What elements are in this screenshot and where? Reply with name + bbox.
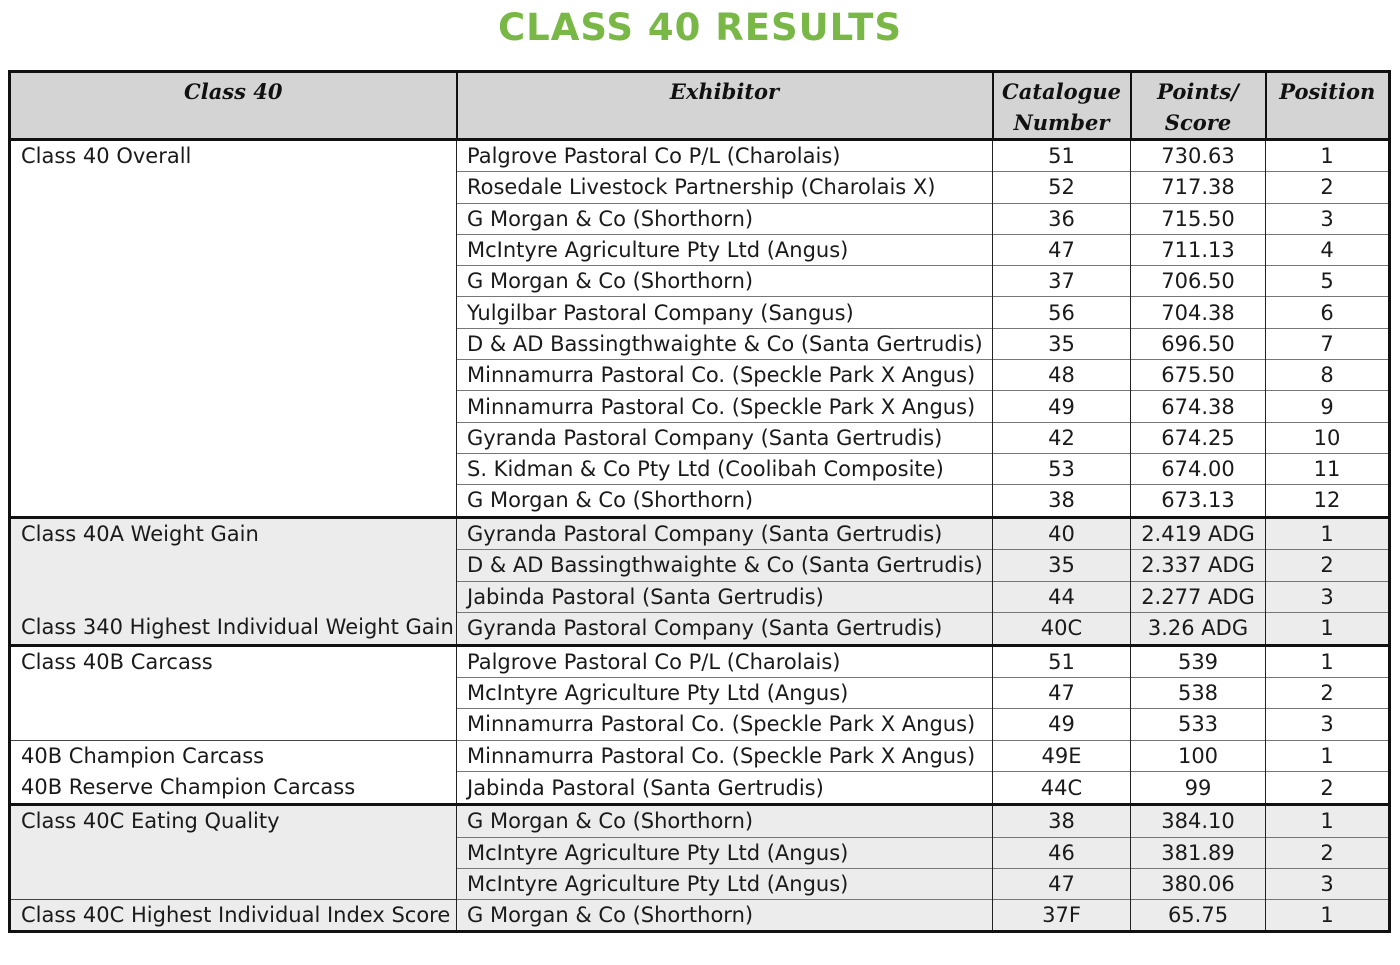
- position-cell: 11: [1266, 453, 1390, 484]
- exhibitor-cell: McIntyre Agriculture Pty Ltd (Angus): [457, 234, 993, 265]
- catalogue-cell: 38: [993, 485, 1131, 517]
- score-cell: 674.00: [1131, 453, 1266, 484]
- weight-gain-label: Class 40A Weight Gain: [21, 521, 259, 546]
- exhibitor-cell: D & AD Bassingthwaighte & Co (Santa Gertrudis): [457, 328, 993, 359]
- score-cell: 674.38: [1131, 391, 1266, 422]
- position-cell: 2: [1266, 172, 1390, 203]
- page-title: CLASS 40 RESULTS: [497, 6, 903, 49]
- exhibitor-cell: Gyranda Pastoral Company (Santa Gertrudis): [457, 613, 993, 646]
- exhibitor-cell: S. Kidman & Co Pty Ltd (Coolibah Composite): [457, 453, 993, 484]
- exhibitor-cell: Palgrove Pastoral Co P/L (Charolais): [457, 645, 993, 677]
- table-row: [10, 645, 1390, 677]
- reserve-champion-carcass-label: 40B Reserve Champion Carcass: [21, 774, 356, 799]
- score-cell: 380.06: [1131, 868, 1266, 899]
- position-cell: 8: [1266, 360, 1390, 391]
- exhibitor-cell: Minnamurra Pastoral Co. (Speckle Park X Angus): [457, 709, 993, 740]
- position-cell: 9: [1266, 391, 1390, 422]
- position-cell: 1: [1266, 740, 1390, 772]
- position-cell: 2: [1266, 678, 1390, 709]
- catalogue-cell: 51: [993, 140, 1131, 172]
- exhibitor-cell: Gyranda Pastoral Company (Santa Gertrudis): [457, 422, 993, 453]
- score-cell: 715.50: [1131, 203, 1266, 234]
- catalogue-header-line2: Number: [1013, 110, 1110, 135]
- position-cell: 1: [1266, 613, 1390, 646]
- exhibitor-cell: Gyranda Pastoral Company (Santa Gertrudis): [457, 517, 993, 550]
- score-cell: 696.50: [1131, 328, 1266, 359]
- catalogue-header-line1: Catalogue: [1002, 79, 1121, 104]
- position-cell: 2: [1266, 837, 1390, 868]
- exhibitor-cell: G Morgan & Co (Shorthorn): [457, 485, 993, 517]
- position-cell: 3: [1266, 203, 1390, 234]
- score-cell: 675.50: [1131, 360, 1266, 391]
- catalogue-cell: 47: [993, 234, 1131, 265]
- group-carcass: [10, 645, 1390, 804]
- catalogue-cell: 47: [993, 868, 1131, 899]
- catalogue-cell: 44: [993, 581, 1131, 613]
- catalogue-cell: 36: [993, 203, 1131, 234]
- catalogue-cell: 56: [993, 297, 1131, 328]
- score-cell: 717.38: [1131, 172, 1266, 203]
- points-header-line1: Points/: [1157, 79, 1239, 104]
- catalogue-cell: 47: [993, 678, 1131, 709]
- exhibitor-cell: G Morgan & Co (Shorthorn): [457, 900, 993, 932]
- score-cell: 711.13: [1131, 234, 1266, 265]
- catalogue-cell: 51: [993, 645, 1131, 677]
- position-cell: 10: [1266, 422, 1390, 453]
- position-cell: 1: [1266, 805, 1390, 837]
- class-label-carcass: Class 40B Carcass: [10, 645, 457, 740]
- position-cell: 2: [1266, 772, 1390, 805]
- table-row: [10, 517, 1390, 550]
- catalogue-cell: 42: [993, 422, 1131, 453]
- score-cell: 100: [1131, 740, 1266, 772]
- position-cell: 3: [1266, 868, 1390, 899]
- score-cell: 2.277 ADG: [1131, 581, 1266, 613]
- group-eating-quality: [10, 805, 1390, 932]
- position-cell: 1: [1266, 900, 1390, 932]
- col-header-exhibitor: Exhibitor: [457, 72, 993, 140]
- exhibitor-cell: Jabinda Pastoral (Santa Gertrudis): [457, 772, 993, 805]
- class-label-eating-quality: Class 40C Eating Quality: [10, 805, 457, 900]
- score-cell: 381.89: [1131, 837, 1266, 868]
- score-cell: 2.337 ADG: [1131, 550, 1266, 582]
- weight-gain-individual-label: Class 340 Highest Individual Weight Gain: [21, 615, 454, 640]
- score-cell: 538: [1131, 678, 1266, 709]
- group-overall: [10, 140, 1390, 518]
- position-cell: 2: [1266, 550, 1390, 582]
- exhibitor-cell: McIntyre Agriculture Pty Ltd (Angus): [457, 868, 993, 899]
- score-cell: 3.26 ADG: [1131, 613, 1266, 646]
- exhibitor-cell: Yulgilbar Pastoral Company (Sangus): [457, 297, 993, 328]
- table-row: [10, 740, 1390, 772]
- score-cell: 673.13: [1131, 485, 1266, 517]
- exhibitor-cell: Rosedale Livestock Partnership (Charolais X): [457, 172, 993, 203]
- exhibitor-cell: D & AD Bassingthwaighte & Co (Santa Gertrudis): [457, 550, 993, 582]
- table-row: [10, 140, 1390, 172]
- class-label-highest-index: Class 40C Highest Individual Index Score: [10, 900, 457, 932]
- exhibitor-cell: Minnamurra Pastoral Co. (Speckle Park X Angus): [457, 360, 993, 391]
- score-cell: 730.63: [1131, 140, 1266, 172]
- score-cell: 99: [1131, 772, 1266, 805]
- col-header-points: [1131, 72, 1266, 140]
- catalogue-cell: 46: [993, 837, 1131, 868]
- class-label-overall: Class 40 Overall: [10, 140, 457, 518]
- position-cell: 4: [1266, 234, 1390, 265]
- header-row: [10, 72, 1390, 140]
- catalogue-cell: 53: [993, 453, 1131, 484]
- position-cell: 1: [1266, 517, 1390, 550]
- catalogue-cell: 38: [993, 805, 1131, 837]
- position-cell: 3: [1266, 581, 1390, 613]
- score-cell: 704.38: [1131, 297, 1266, 328]
- catalogue-cell: 49: [993, 391, 1131, 422]
- position-cell: 1: [1266, 645, 1390, 677]
- catalogue-cell: 35: [993, 328, 1131, 359]
- catalogue-cell: 49: [993, 709, 1131, 740]
- catalogue-cell: 44C: [993, 772, 1131, 805]
- score-cell: 384.10: [1131, 805, 1266, 837]
- col-header-class: Class 40: [10, 72, 457, 140]
- results-table: [8, 70, 1391, 933]
- exhibitor-cell: Palgrove Pastoral Co P/L (Charolais): [457, 140, 993, 172]
- catalogue-cell: 37F: [993, 900, 1131, 932]
- col-header-position: Position: [1266, 72, 1390, 140]
- score-cell: 706.50: [1131, 266, 1266, 297]
- catalogue-cell: 48: [993, 360, 1131, 391]
- score-cell: 533: [1131, 709, 1266, 740]
- points-header-line2: Score: [1164, 110, 1232, 135]
- group-weight-gain: [10, 517, 1390, 645]
- score-cell: 539: [1131, 645, 1266, 677]
- class-label-weight-gain: [10, 517, 457, 645]
- exhibitor-cell: G Morgan & Co (Shorthorn): [457, 203, 993, 234]
- score-cell: 65.75: [1131, 900, 1266, 932]
- catalogue-cell: 35: [993, 550, 1131, 582]
- position-cell: 5: [1266, 266, 1390, 297]
- score-cell: 2.419 ADG: [1131, 517, 1266, 550]
- catalogue-cell: 37: [993, 266, 1131, 297]
- position-cell: 1: [1266, 140, 1390, 172]
- table-row: [10, 805, 1390, 837]
- class-label-champion-carcass: [10, 740, 457, 805]
- position-cell: 12: [1266, 485, 1390, 517]
- table-row: [10, 900, 1390, 932]
- exhibitor-cell: G Morgan & Co (Shorthorn): [457, 266, 993, 297]
- catalogue-cell: 40C: [993, 613, 1131, 646]
- col-header-catalogue: [993, 72, 1131, 140]
- exhibitor-cell: G Morgan & Co (Shorthorn): [457, 805, 993, 837]
- position-cell: 3: [1266, 709, 1390, 740]
- position-cell: 7: [1266, 328, 1390, 359]
- exhibitor-cell: McIntyre Agriculture Pty Ltd (Angus): [457, 837, 993, 868]
- exhibitor-cell: McIntyre Agriculture Pty Ltd (Angus): [457, 678, 993, 709]
- champion-carcass-label: 40B Champion Carcass: [21, 743, 265, 768]
- exhibitor-cell: Minnamurra Pastoral Co. (Speckle Park X Angus): [457, 391, 993, 422]
- catalogue-cell: 49E: [993, 740, 1131, 772]
- exhibitor-cell: Jabinda Pastoral (Santa Gertrudis): [457, 581, 993, 613]
- catalogue-cell: 52: [993, 172, 1131, 203]
- position-cell: 6: [1266, 297, 1390, 328]
- catalogue-cell: 40: [993, 517, 1131, 550]
- exhibitor-cell: Minnamurra Pastoral Co. (Speckle Park X Angus): [457, 740, 993, 772]
- score-cell: 674.25: [1131, 422, 1266, 453]
